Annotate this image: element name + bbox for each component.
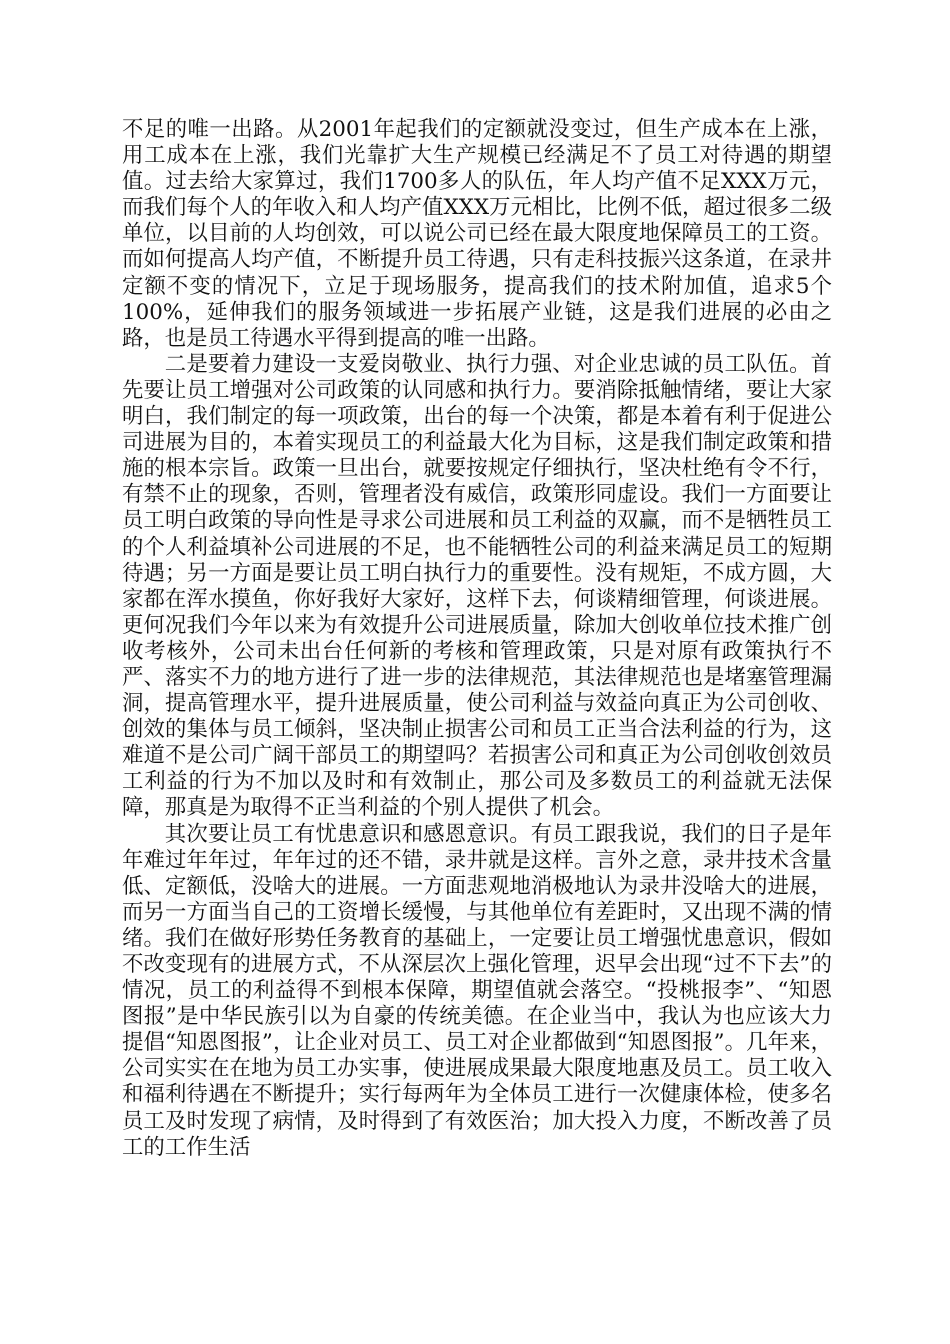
document-body: [122, 117, 832, 1161]
paragraph-2: 二是要着力建设一支爱岗敬业、执行力强、对企业忠诚的员工队伍。首先要让员工增强对公司政策的认同感和执行力。要消除抵触情绪，要让大家明白，我们制定的每一项政策，出台的每一个决策，都是本着有利于促进公司进展为目的，本着实现员工的利益最大化为目标，这是我们制定政策和措施的根本宗旨。政策一旦出台，就要按规定仔细执行，坚决杜绝有令不行，有禁不止的现象，否则，管理者没有威信，政策形同虚设。我们一方面要让员工明白政策的导向性是寻求公司进展和员工利益的双赢，而不是牺牲员工的个人利益填补公司进展的不足，也不能牺牲公司的利益来满足员工的短期待遇；另一方面是要让员工明白执行力的重要性。没有规矩，不成方圆，大家都在浑水摸鱼，你好我好大家好，这样下去，何谈精细管理，何谈进展。更何况我们今年以来为有效提升公司进展质量，除加大创收单位技术推广创收考核外，公司未出台任何新的考核和管理政策，只是对原有政策执行不严、落实不力的地方进行了进一步的法律规范，其法律规范也是堵塞管理漏洞，提高管理水平，提升进展质量，使公司利益与效益向真正为公司创收、创效的集体与员工倾斜，坚决制止损害公司和员工正当合法利益的行为，这难道不是公司广阔干部员工的期望吗？若损害公司和真正为公司创收创效员工利益的行为不加以及时和有效制止，那公司及多数员工的利益就无法保障，那真是为取得不正当利益的个别人提供了机会。: [122, 351, 832, 821]
paragraph-1: 不足的唯一出路。从2001年起我们的定额就没变过，但生产成本在上涨，用工成本在上涨，我们光靠扩大生产规模已经满足不了员工对待遇的期望值。过去给大家算过，我们1700多人的队伍，年人均产值不足XXX万元，而我们每个人的年收入和人均产值XXX万元相比，比例不低，超过很多二级单位，以目前的人均创效，可以说公司已经在最大限度地保障员工的工资。而如何提高人均产值，不断提升员工待遇，只有走科技振兴这条道，在录井定额不变的情况下，立足于现场服务，提高我们的技术附加值，追求5个100%，延伸我们的服务领域进一步拓展产业链，这是我们进展的必由之路，也是员工待遇水平得到提高的唯一出路。: [122, 117, 832, 351]
paragraph-3: 其次要让员工有忧患意识和感恩意识。有员工跟我说，我们的日子是年年难过年年过，年年过的还不错，录井就是这样。言外之意，录井技术含量低、定额低，没啥大的进展。一方面悲观地消极地认为录井没啥大的进展，而另一方面当自己的工资增长缓慢，与其他单位有差距时，又出现不满的情绪。我们在做好形势任务教育的基础上，一定要让员工增强忧患意识，假如不改变现有的进展方式，不从深层次上强化管理，迟早会出现“过不下去”的情况，员工的利益得不到根本保障，期望值就会落空。“投桃报李”、“知恩图报”是中华民族引以为自豪的传统美德。在企业当中，我认为也应该大力提倡“知恩图报”，让企业对员工、员工对企业都做到“知恩图报”。几年来，公司实实在在地为员工办实事，使进展成果最大限度地惠及员工。员工收入和福利待遇在不断提升；实行每两年为全体员工进行一次健康体检，使多名员工及时发现了病情，及时得到了有效医治；加大投入力度，不断改善了员工的工作生活: [122, 821, 832, 1160]
